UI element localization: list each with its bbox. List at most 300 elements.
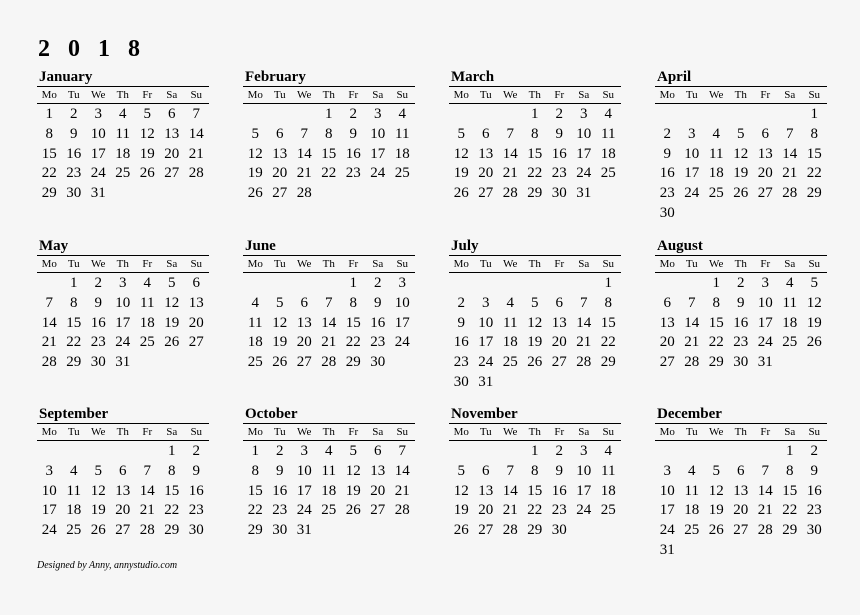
day-cell: 14 (394, 462, 410, 479)
day-cell: 16 (551, 145, 567, 162)
day-cell: 16 (733, 314, 749, 331)
day-cell: 2 (555, 106, 563, 122)
day-cell: 17 (41, 502, 57, 519)
day-cell: 1 (531, 443, 539, 459)
day-cell: 14 (502, 145, 518, 162)
day-cell: 16 (370, 314, 386, 331)
weekday-label: Su (808, 89, 821, 101)
day-cell: 29 (66, 354, 82, 371)
day-cell: 16 (659, 165, 675, 182)
month-name: August (657, 238, 703, 254)
empty-cell (37, 442, 62, 462)
day-cell: 30 (551, 185, 567, 202)
empty-cell (498, 442, 523, 462)
day-cell: 30 (188, 522, 204, 539)
day-cell: 11 (248, 314, 263, 331)
day-cell: 13 (115, 482, 131, 499)
weekday-label: Fr (760, 258, 771, 270)
weekday-label: We (91, 89, 106, 101)
weekday-label: Sa (372, 258, 384, 270)
day-cell: 21 (502, 165, 518, 182)
day-cell: 8 (45, 125, 53, 142)
day-cell: 11 (66, 482, 81, 499)
day-cell: 3 (94, 106, 102, 122)
day-cell: 19 (272, 334, 288, 351)
day-cell: 30 (370, 354, 386, 371)
weekday-label: Tu (685, 258, 698, 270)
day-cell: 25 (600, 502, 616, 519)
day-cell: 10 (757, 294, 773, 311)
weekday-label: Tu (479, 426, 492, 438)
month-july (449, 237, 621, 393)
day-cell: 18 (66, 502, 82, 519)
day-cell: 10 (90, 125, 106, 142)
day-cell: 28 (188, 165, 204, 182)
day-cell: 19 (806, 314, 822, 331)
days-grid (37, 273, 209, 373)
day-cell: 29 (345, 354, 361, 371)
day-cell: 31 (478, 373, 494, 390)
day-cell: 25 (394, 165, 410, 182)
day-cell: 2 (663, 125, 671, 142)
weekday-header (655, 86, 827, 104)
empty-cell (474, 442, 499, 462)
empty-cell (729, 105, 754, 125)
day-cell: 19 (139, 145, 155, 162)
weekday-label: Tu (685, 89, 698, 101)
day-cell: 28 (394, 502, 410, 519)
weekday-label: Su (808, 426, 821, 438)
day-cell: 12 (453, 145, 469, 162)
empty-cell (680, 442, 705, 462)
month-january (37, 68, 209, 204)
weekday-label: Su (396, 258, 409, 270)
day-cell: 11 (601, 462, 616, 479)
day-cell: 6 (119, 462, 127, 479)
day-cell: 13 (164, 125, 180, 142)
empty-cell (268, 105, 293, 125)
days-grid (655, 273, 827, 373)
day-cell: 9 (457, 314, 465, 331)
empty-cell (37, 274, 62, 294)
day-cell: 27 (757, 185, 773, 202)
day-cell: 1 (45, 106, 53, 122)
weekday-label: Th (734, 258, 747, 270)
day-cell: 24 (296, 502, 312, 519)
day-cell: 9 (663, 145, 671, 162)
day-cell: 10 (576, 125, 592, 142)
day-cell: 12 (164, 294, 180, 311)
day-cell: 19 (453, 502, 469, 519)
day-cell: 21 (296, 165, 312, 182)
day-cell: 15 (164, 482, 180, 499)
day-cell: 31 (757, 354, 773, 371)
weekday-label: Sa (578, 258, 590, 270)
day-cell: 22 (527, 165, 543, 182)
day-cell: 4 (325, 443, 333, 459)
day-cell: 24 (394, 334, 410, 351)
day-cell: 16 (453, 334, 469, 351)
weekday-label: Su (808, 258, 821, 270)
month-august (655, 237, 827, 373)
day-cell: 8 (604, 294, 612, 311)
day-cell: 11 (115, 125, 130, 142)
day-cell: 24 (90, 165, 106, 182)
day-cell: 23 (272, 502, 288, 519)
day-cell: 21 (41, 334, 57, 351)
month-name: June (245, 238, 276, 254)
day-cell: 16 (90, 314, 106, 331)
day-cell: 15 (600, 314, 616, 331)
day-cell: 20 (188, 314, 204, 331)
day-cell: 23 (90, 334, 106, 351)
day-cell: 8 (325, 125, 333, 142)
weekday-label: Sa (372, 89, 384, 101)
empty-cell (292, 274, 317, 294)
day-cell: 14 (139, 482, 155, 499)
month-name: April (657, 69, 692, 85)
day-cell: 10 (296, 462, 312, 479)
empty-cell (680, 105, 705, 125)
day-cell: 3 (119, 275, 127, 291)
weekday-label: Mo (659, 89, 675, 101)
empty-cell (753, 105, 778, 125)
day-cell: 29 (247, 522, 263, 539)
weekday-label: We (709, 89, 724, 101)
weekday-label: Sa (166, 426, 178, 438)
day-cell: 17 (394, 314, 410, 331)
weekday-label: Sa (784, 89, 796, 101)
day-cell: 27 (272, 185, 288, 202)
day-cell: 13 (478, 145, 494, 162)
days-grid (243, 104, 415, 204)
day-cell: 13 (733, 482, 749, 499)
day-cell: 22 (321, 165, 337, 182)
day-cell: 22 (247, 502, 263, 519)
day-cell: 25 (502, 354, 518, 371)
day-cell: 30 (453, 373, 469, 390)
day-cell: 4 (688, 462, 696, 479)
day-cell: 27 (551, 354, 567, 371)
day-cell: 9 (349, 125, 357, 142)
day-cell: 20 (551, 334, 567, 351)
day-cell: 12 (272, 314, 288, 331)
day-cell: 14 (321, 314, 337, 331)
weekday-label: Th (528, 89, 541, 101)
day-cell: 25 (139, 334, 155, 351)
day-cell: 25 (321, 502, 337, 519)
empty-cell (778, 105, 803, 125)
day-cell: 14 (296, 145, 312, 162)
day-cell: 16 (345, 145, 361, 162)
empty-cell (704, 442, 729, 462)
day-cell: 22 (345, 334, 361, 351)
day-cell: 17 (576, 145, 592, 162)
day-cell: 30 (90, 354, 106, 371)
weekday-label: Sa (578, 426, 590, 438)
day-cell: 26 (139, 165, 155, 182)
day-cell: 27 (659, 354, 675, 371)
day-cell: 6 (482, 462, 490, 479)
day-cell: 26 (90, 522, 106, 539)
day-cell: 21 (502, 502, 518, 519)
day-cell: 24 (370, 165, 386, 182)
day-cell: 17 (478, 334, 494, 351)
day-cell: 18 (247, 334, 263, 351)
weekday-label: Sa (578, 89, 590, 101)
weekday-label: Su (190, 89, 203, 101)
day-cell: 26 (527, 354, 543, 371)
day-cell: 21 (394, 482, 410, 499)
day-cell: 5 (737, 125, 745, 142)
day-cell: 4 (70, 462, 78, 479)
days-grid (243, 273, 415, 373)
day-cell: 18 (684, 502, 700, 519)
day-cell: 7 (398, 443, 406, 459)
weekday-header (243, 255, 415, 273)
weekday-header (449, 255, 621, 273)
day-cell: 18 (600, 145, 616, 162)
day-cell: 29 (708, 354, 724, 371)
day-cell: 5 (276, 294, 284, 311)
day-cell: 8 (531, 125, 539, 142)
weekday-label: We (709, 258, 724, 270)
day-cell: 4 (143, 275, 151, 291)
day-cell: 28 (576, 354, 592, 371)
day-cell: 8 (531, 462, 539, 479)
day-cell: 20 (164, 145, 180, 162)
day-cell: 31 (296, 522, 312, 539)
day-cell: 5 (810, 275, 818, 291)
weekday-label: Su (602, 89, 615, 101)
day-cell: 14 (188, 125, 204, 142)
weekday-label: We (297, 89, 312, 101)
day-cell: 31 (115, 354, 131, 371)
day-cell: 17 (370, 145, 386, 162)
empty-cell (449, 442, 474, 462)
day-cell: 8 (251, 462, 259, 479)
weekday-label: Su (190, 258, 203, 270)
day-cell: 6 (737, 462, 745, 479)
day-cell: 25 (66, 522, 82, 539)
weekday-label: Fr (554, 426, 565, 438)
weekday-label: Fr (142, 258, 153, 270)
day-cell: 13 (296, 314, 312, 331)
day-cell: 20 (272, 165, 288, 182)
empty-cell (449, 274, 474, 294)
day-cell: 22 (600, 334, 616, 351)
day-cell: 5 (531, 294, 539, 311)
day-cell: 27 (188, 334, 204, 351)
month-october (243, 405, 415, 541)
weekday-label: Mo (453, 89, 469, 101)
day-cell: 31 (659, 541, 675, 558)
day-cell: 12 (247, 145, 263, 162)
weekday-label: Fr (142, 426, 153, 438)
weekday-label: Mo (453, 258, 469, 270)
empty-cell (498, 274, 523, 294)
days-grid (449, 441, 621, 541)
day-cell: 20 (478, 165, 494, 182)
day-cell: 21 (188, 145, 204, 162)
day-cell: 17 (684, 165, 700, 182)
day-cell: 7 (300, 125, 308, 142)
day-cell: 12 (806, 294, 822, 311)
month-november (449, 405, 621, 541)
day-cell: 10 (576, 462, 592, 479)
day-cell: 1 (604, 275, 612, 291)
day-cell: 6 (761, 125, 769, 142)
day-cell: 20 (659, 334, 675, 351)
month-name: November (451, 406, 518, 422)
day-cell: 26 (453, 185, 469, 202)
day-cell: 23 (551, 165, 567, 182)
day-cell: 3 (374, 106, 382, 122)
day-cell: 25 (782, 334, 798, 351)
month-name: May (39, 238, 69, 254)
month-september (37, 405, 209, 541)
day-cell: 26 (247, 185, 263, 202)
day-cell: 26 (453, 522, 469, 539)
month-name: February (245, 69, 306, 85)
empty-cell (62, 442, 87, 462)
day-cell: 21 (321, 334, 337, 351)
weekday-label: Tu (685, 426, 698, 438)
day-cell: 28 (782, 185, 798, 202)
day-cell: 8 (810, 125, 818, 142)
designer-credit: Designed by Anny, annystudio.com (37, 560, 178, 571)
day-cell: 19 (708, 502, 724, 519)
weekday-header (655, 255, 827, 273)
day-cell: 13 (478, 482, 494, 499)
day-cell: 2 (737, 275, 745, 291)
month-name: December (657, 406, 722, 422)
day-cell: 30 (733, 354, 749, 371)
day-cell: 20 (478, 502, 494, 519)
day-cell: 14 (684, 314, 700, 331)
day-cell: 15 (708, 314, 724, 331)
empty-cell (498, 105, 523, 125)
day-cell: 18 (502, 334, 518, 351)
day-cell: 8 (712, 294, 720, 311)
day-cell: 9 (374, 294, 382, 311)
weekday-label: Tu (273, 258, 286, 270)
day-cell: 8 (349, 294, 357, 311)
weekday-label: Mo (41, 89, 57, 101)
day-cell: 8 (786, 462, 794, 479)
day-cell: 31 (90, 185, 106, 202)
day-cell: 11 (782, 294, 797, 311)
day-cell: 29 (782, 522, 798, 539)
day-cell: 20 (296, 334, 312, 351)
day-cell: 2 (457, 294, 465, 311)
month-february (243, 68, 415, 204)
weekday-label: Fr (348, 426, 359, 438)
empty-cell (111, 442, 136, 462)
day-cell: 2 (349, 106, 357, 122)
day-cell: 2 (374, 275, 382, 291)
weekday-label: We (91, 426, 106, 438)
weekday-label: Fr (348, 89, 359, 101)
weekday-label: Fr (554, 89, 565, 101)
weekday-label: Sa (372, 426, 384, 438)
day-cell: 19 (733, 165, 749, 182)
day-cell: 23 (453, 354, 469, 371)
weekday-label: Mo (41, 426, 57, 438)
day-cell: 7 (786, 125, 794, 142)
month-december (655, 405, 827, 561)
day-cell: 24 (478, 354, 494, 371)
weekday-label: We (503, 258, 518, 270)
day-cell: 25 (247, 354, 263, 371)
day-cell: 17 (757, 314, 773, 331)
day-cell: 15 (527, 482, 543, 499)
day-cell: 29 (41, 185, 57, 202)
weekday-label: Mo (453, 426, 469, 438)
empty-cell (292, 105, 317, 125)
day-cell: 9 (737, 294, 745, 311)
day-cell: 10 (394, 294, 410, 311)
day-cell: 1 (349, 275, 357, 291)
day-cell: 7 (143, 462, 151, 479)
weekday-header (449, 86, 621, 104)
weekday-label: We (297, 426, 312, 438)
day-cell: 8 (70, 294, 78, 311)
day-cell: 8 (168, 462, 176, 479)
weekday-label: Sa (784, 426, 796, 438)
weekday-label: Tu (67, 426, 80, 438)
day-cell: 5 (251, 125, 259, 142)
weekday-label: Su (602, 426, 615, 438)
day-cell: 5 (349, 443, 357, 459)
day-cell: 15 (527, 145, 543, 162)
day-cell: 9 (555, 462, 563, 479)
empty-cell (86, 442, 111, 462)
day-cell: 17 (576, 482, 592, 499)
day-cell: 10 (370, 125, 386, 142)
day-cell: 23 (733, 334, 749, 351)
month-june (243, 237, 415, 373)
empty-cell (523, 274, 548, 294)
day-cell: 28 (757, 522, 773, 539)
day-cell: 13 (551, 314, 567, 331)
weekday-label: We (297, 258, 312, 270)
day-cell: 22 (164, 502, 180, 519)
day-cell: 26 (345, 502, 361, 519)
day-cell: 10 (684, 145, 700, 162)
weekday-label: Th (734, 426, 747, 438)
day-cell: 6 (663, 294, 671, 311)
day-cell: 2 (276, 443, 284, 459)
day-cell: 13 (757, 145, 773, 162)
day-cell: 11 (140, 294, 155, 311)
day-cell: 28 (502, 185, 518, 202)
day-cell: 2 (94, 275, 102, 291)
day-cell: 23 (66, 165, 82, 182)
day-cell: 15 (41, 145, 57, 162)
weekday-label: Tu (67, 258, 80, 270)
day-cell: 15 (321, 145, 337, 162)
day-cell: 16 (551, 482, 567, 499)
day-cell: 7 (506, 462, 514, 479)
weekday-label: Tu (479, 89, 492, 101)
day-cell: 21 (782, 165, 798, 182)
day-cell: 7 (45, 294, 53, 311)
day-cell: 17 (659, 502, 675, 519)
day-cell: 27 (164, 165, 180, 182)
day-cell: 21 (757, 502, 773, 519)
day-cell: 13 (659, 314, 675, 331)
